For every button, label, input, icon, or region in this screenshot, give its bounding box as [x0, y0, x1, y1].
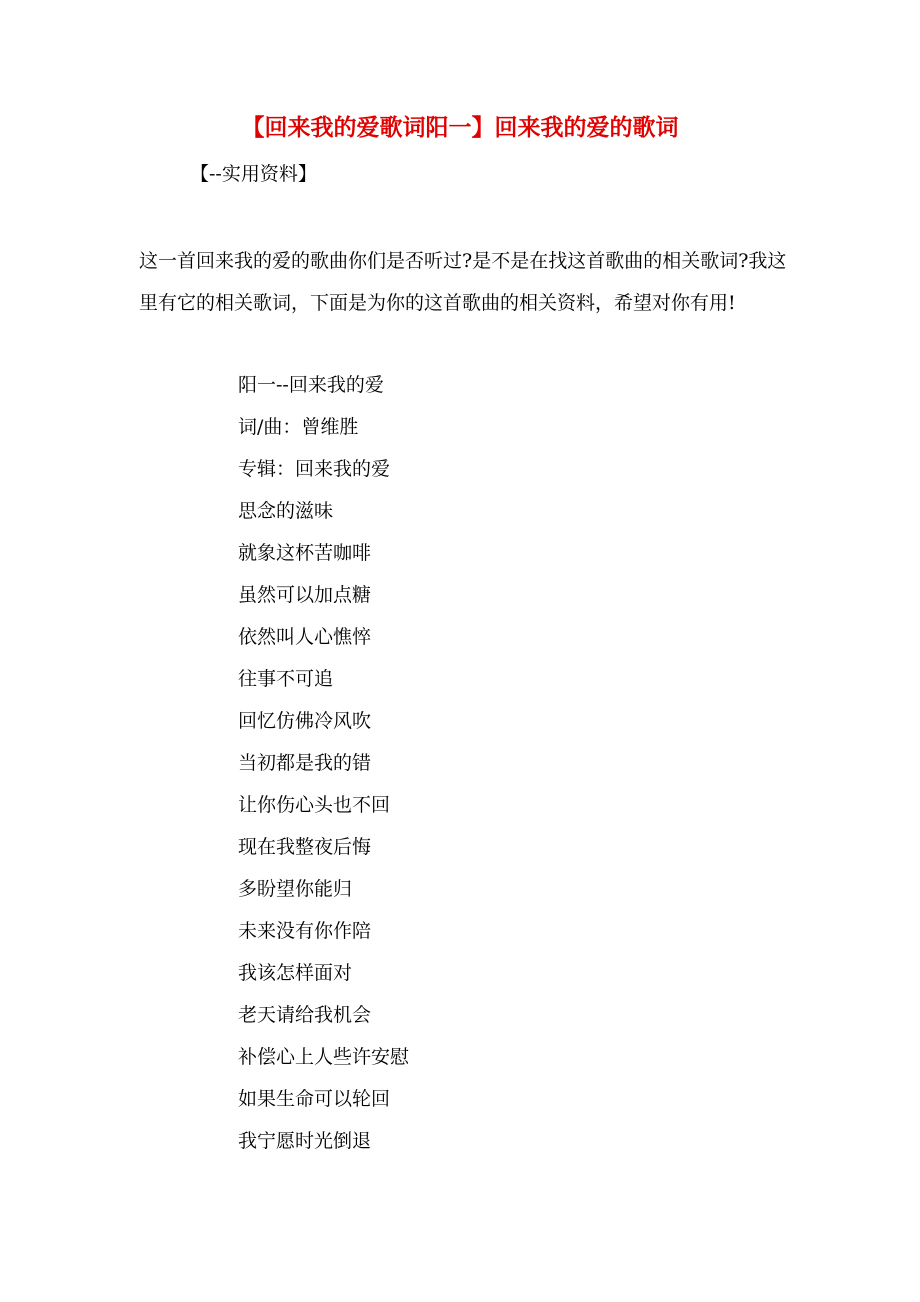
lyrics-list [238, 364, 409, 1162]
lyric-line: 让你伤心头也不回 [238, 794, 391, 816]
lyric-line: 往事不可追 [238, 668, 334, 690]
lyric-line: 如果生命可以轮回 [238, 1088, 391, 1110]
lyric-line: 我该怎样面对 [238, 962, 353, 984]
lyric-line: 依然叫人心憔悴 [238, 626, 372, 648]
intro-paragraph: 这一首回来我的爱的歌曲你们是否听过?是不是在找这首歌曲的相关歌词?我这里有它的相关歌词，下面是为你的这首歌曲的相关资料，希望对你有用! [139, 250, 787, 314]
lyric-line: 现在我整夜后悔 [238, 836, 372, 858]
lyric-line: 专辑：回来我的爱 [238, 458, 391, 480]
lyric-line: 就象这杯苦咖啡 [238, 542, 372, 564]
document-subtitle: 【--实用资料】 [190, 163, 317, 185]
document-title: 【回来我的爱歌词阳一】回来我的爱的歌词 [241, 115, 679, 141]
lyric-line: 回忆仿佛冷风吹 [238, 710, 372, 732]
lyric-line: 当初都是我的错 [238, 752, 372, 774]
lyric-line: 未来没有你作陪 [238, 920, 372, 942]
lyric-line: 多盼望你能归 [238, 878, 353, 900]
lyric-line: 词/曲：曾维胜 [238, 416, 359, 438]
lyric-line: 虽然可以加点糖 [238, 584, 372, 606]
lyric-line: 思念的滋味 [238, 500, 334, 522]
lyric-line: 补偿心上人些许安慰 [238, 1046, 410, 1068]
lyric-line: 我宁愿时光倒退 [238, 1130, 372, 1152]
lyric-line: 阳一--回来我的爱 [238, 374, 384, 396]
lyric-line: 老天请给我机会 [238, 1004, 372, 1026]
